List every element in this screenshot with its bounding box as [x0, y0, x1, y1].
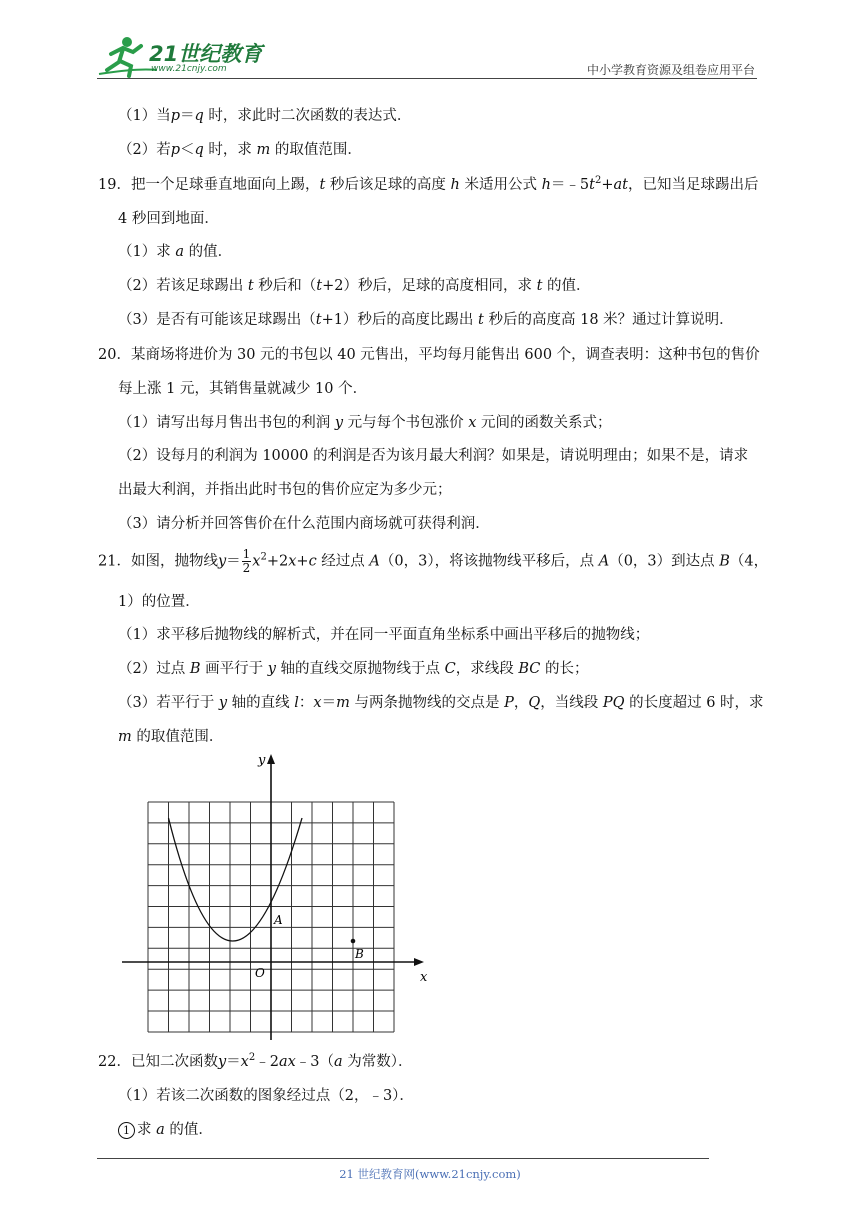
q21-stem-cont: 1）的位置．: [118, 594, 200, 610]
point-a-label: A: [274, 913, 283, 927]
q20-part2: （2）设每月的利润为 10000 的利润是否为该月最大利润？如果是，请说明理由；如果不是，请求: [118, 448, 749, 464]
coordinate-graph: [120, 750, 432, 1042]
origin-label: O: [255, 966, 265, 980]
header-rule: [97, 78, 757, 79]
q19-part3: （3）是否有可能该足球踢出（t+1）秒后的高度比踢出 t 秒后的高度高 18 米？通过计算说明．: [118, 312, 734, 328]
q20-part3: （3）请分析并回答售价在什么范围内商场就可获得利润．: [118, 516, 490, 532]
logo-text: 21世纪教育: [149, 42, 263, 66]
q19-part2: （2）若该足球踢出 t 秒后和（t+2）秒后，足球的高度相同，求 t 的值．: [118, 278, 591, 294]
q21-part2: （2）过点 B 画平行于 y 轴的直线交原抛物线于点 C，求线段 BC 的长；: [118, 661, 589, 677]
q20-part1: （1）请写出每月售出书包的利润 y 元与每个书包涨价 x 元间的函数关系式；: [118, 415, 612, 431]
circled-one-icon: 1: [118, 1122, 135, 1139]
q22-part1-sub1: 1 求 a 的值．: [118, 1120, 213, 1140]
q18-part1: （1）当p＝q 时，求此时二次函数的表达式．: [118, 108, 412, 124]
q21-part3: （3）若平行于 y 轴的直线 l：x＝m 与两条抛物线的交点是 P，Q，当线段 PQ 的长度超过 6 时，求: [118, 695, 764, 711]
logo: [97, 34, 263, 80]
y-axis-arrow-icon: [267, 754, 275, 764]
point-b-label: B: [355, 947, 364, 961]
q21-part3-cont: m 的取值范围．: [118, 729, 224, 745]
q22-part1: （1）若该二次函数的图象经过点（2，﹣3）．: [118, 1088, 414, 1104]
q22-stem: 22．已知二次函数$y=x^2﹣2ax﹣3(a$ 为常数）．: [98, 1052, 413, 1070]
x-axis-label: x: [420, 970, 428, 985]
footer-site: 21 世纪教育网(www.21cnjy.com): [339, 1167, 521, 1181]
x-axis-arrow-icon: [414, 958, 424, 966]
q20-stem: 20．某商场将进价为 30 元的书包以 40 元售出，平均每月能售出 600 个，调查表明：这种书包的售价: [98, 347, 760, 363]
point-b-dot: [351, 939, 356, 944]
q21-part1: （1）求平移后抛物线的解析式，并在同一平面直角坐标系中画出平移后的抛物线；: [118, 627, 650, 643]
y-axis-label: y: [258, 753, 266, 768]
fraction-one-half: $\frac{1}{2}$: [242, 547, 251, 575]
q19-stem-cont: 4 秒回到地面．: [118, 211, 219, 227]
q19-part1: （1）求 a 的值．: [118, 244, 233, 260]
header-platform-name: 中小学教育资源及组卷应用平台: [586, 63, 755, 77]
q21-stem: 21．如图，抛物线y＝ $\frac{1}{2}$ $x^2+2x+c$ 经过点 A（0，3），将该抛物线平移后，点 A（0，3）到达点 B（4，: [98, 547, 769, 575]
footer-rule: [97, 1158, 709, 1159]
q19-stem: 19．把一个足球垂直地面向上踢，t 秒后该足球的高度 h 米适用公式 $h=﹣5t^2+at$，已知当足球踢出后: [98, 175, 759, 193]
q20-part2-cont: 出最大利润，并指出此时书包的售价应定为多少元；: [118, 482, 452, 498]
q18-part2: （2）若p＜q 时，求 m 的取值范围．: [118, 142, 362, 158]
q20-stem-cont: 每上涨 1 元，其销售量就减少 10 个．: [118, 381, 368, 397]
logo-url: www.21cnjy.com: [151, 64, 227, 74]
